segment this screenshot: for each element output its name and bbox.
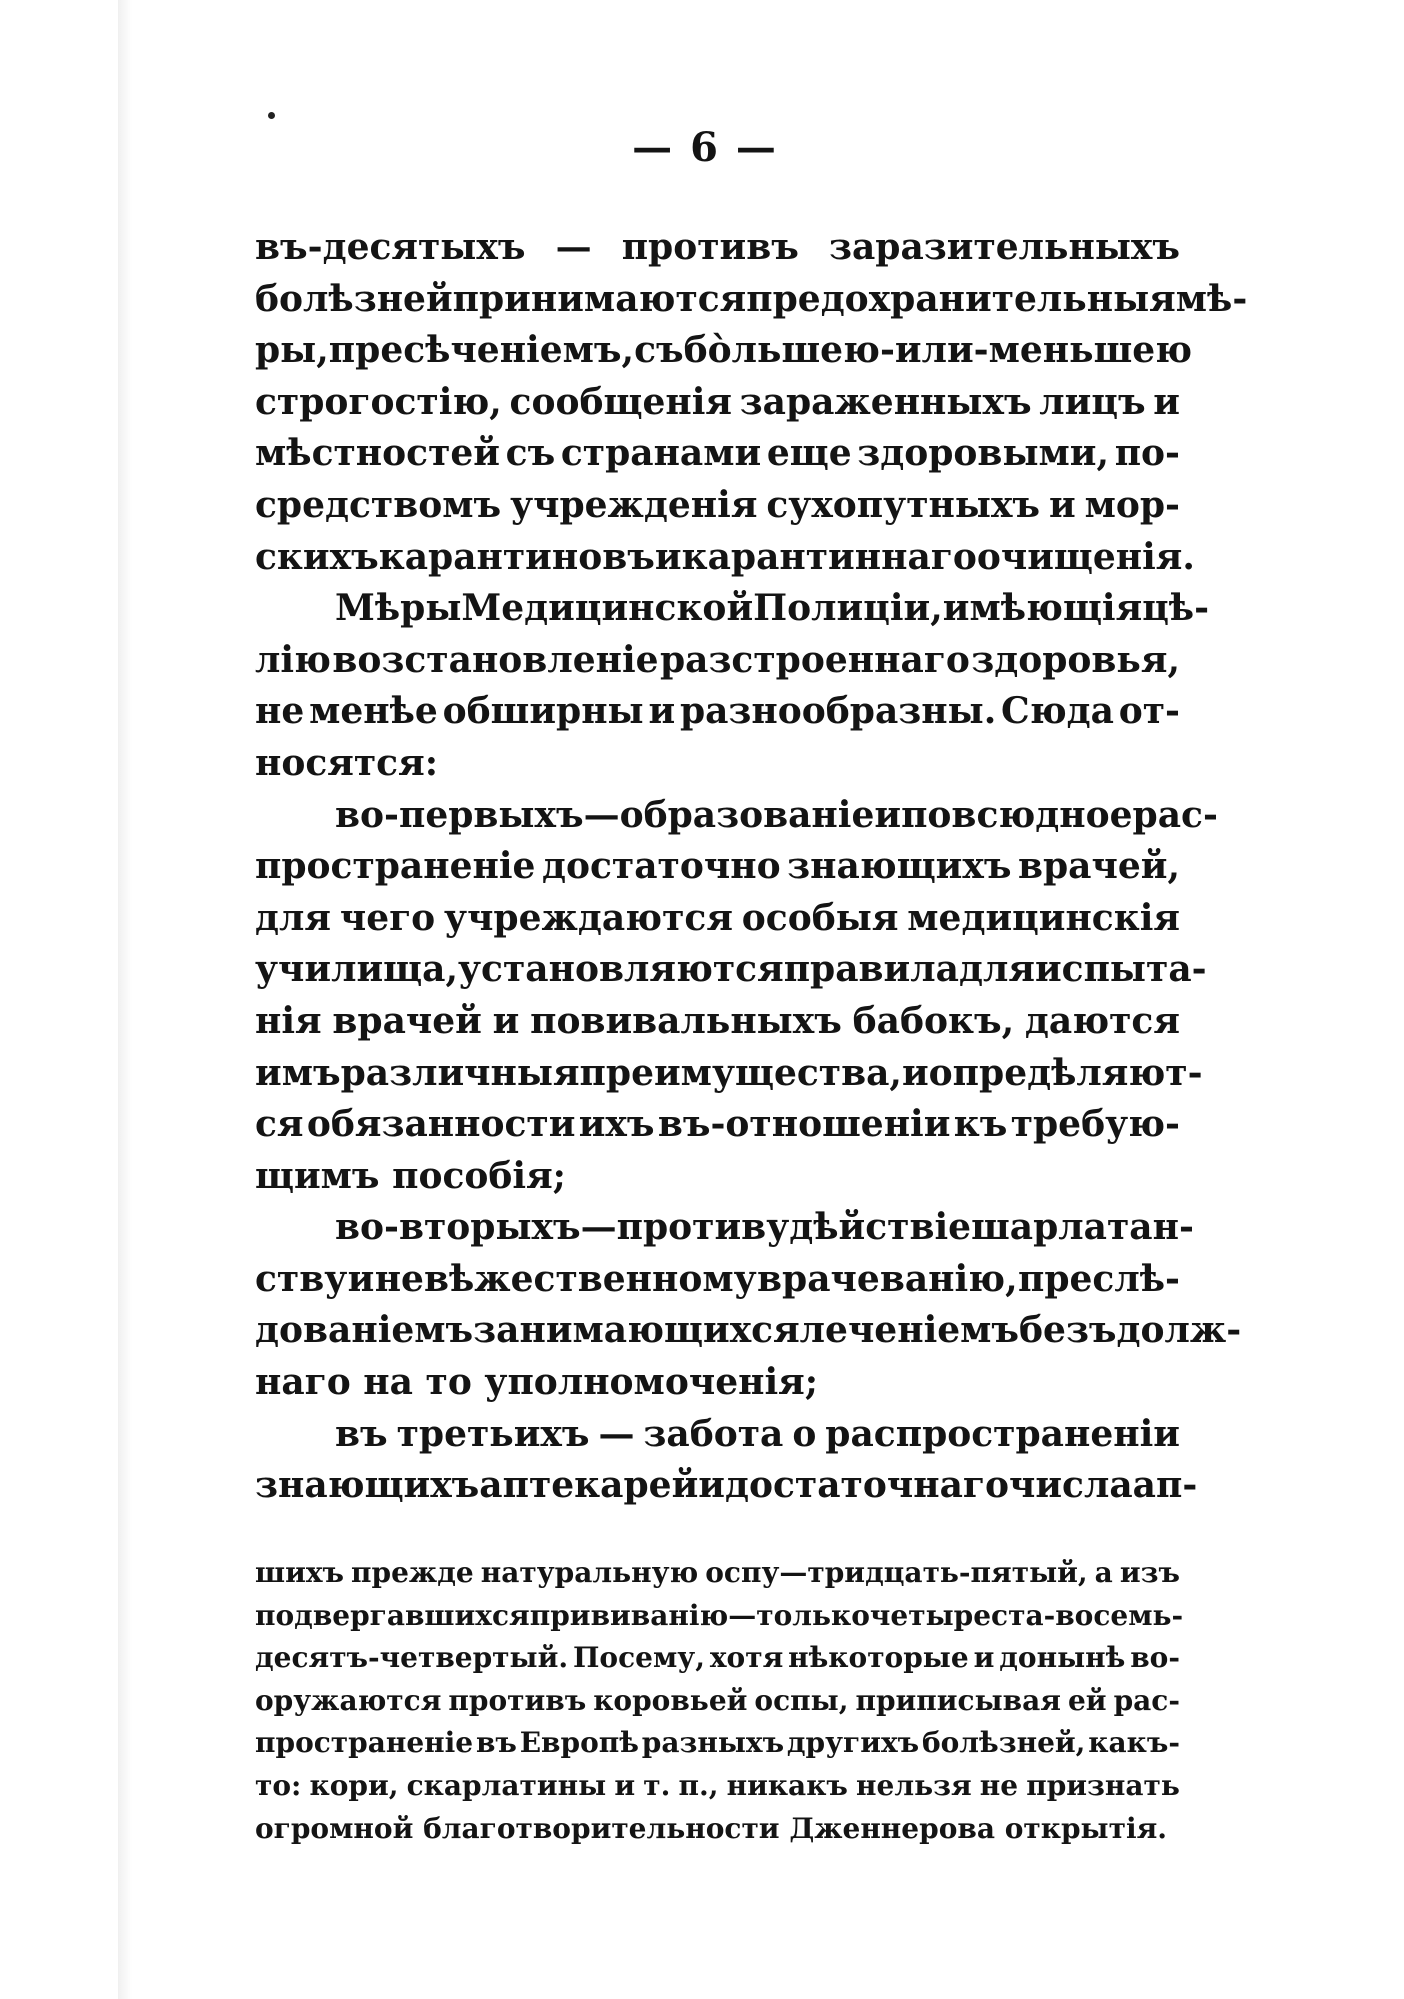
main-text-block (255, 222, 1248, 1512)
footnote-line: оружаются противъ коровьей оспы, приписывая ей рас- (255, 1683, 1180, 1717)
text-line: носятся: (255, 741, 438, 784)
footnote-line: шихъ прежде натуральную оспу—тридцать-пятый, а изъ (255, 1556, 1180, 1589)
footnote-line: подвергавшихся прививанію — только четыреста-восемь- (255, 1598, 1184, 1632)
text-line: не менѣе обширны и разнообразны. Сюда от- (255, 690, 1180, 733)
text-line: во-вторыхъ — противудѣйствіе шарлатан- (335, 1206, 1194, 1249)
footnote-line: то: кори, скарлатины и т. п., никакъ нельзя не признать (255, 1768, 1180, 1802)
text-line: наго на то уполномоченія; (255, 1361, 819, 1404)
text-line: строгостію, сообщенія зараженныхъ лицъ и (255, 380, 1180, 423)
text-line: ры, пресѣченіемъ, съ бòльшею-или-меньшею (255, 329, 1193, 372)
text-line: для чего учреждаются особыя медицинскія (255, 896, 1180, 939)
text-line: мѣстностей съ странами еще здоровыми, по- (255, 432, 1180, 475)
text-line: въ третьихъ — забота о распространеніи (335, 1412, 1180, 1455)
ink-speck (268, 112, 275, 119)
text-line: ству и невѣжественному врачеванію, преслѣ- (255, 1257, 1180, 1300)
text-line: въ-десятыхъ — противъ заразительныхъ (255, 226, 1180, 268)
text-line: ся обязанности ихъ въ-отношеніи къ требую- (255, 1103, 1180, 1146)
footnote-block (255, 1552, 1184, 1850)
footnote-line: огромной благотворительности Дженнерова открытія. (255, 1811, 1168, 1845)
text-line: пространеніе достаточно знающихъ врачей, (255, 845, 1180, 888)
text-line: имъ различныя преимущества, и опредѣляют- (255, 1051, 1203, 1094)
text-line: Мѣры Медицинской Полиціи, имѣющія цѣ- (335, 587, 1210, 630)
text-line: дованіемъ занимающихся леченіемъ безъ долж- (255, 1309, 1242, 1352)
footnote-line: пространеніе въ Европѣ разныхъ другихъ болѣзней, какъ- (255, 1726, 1180, 1760)
text-line: знающихъ аптекарей и достаточнаго числа ап- (255, 1464, 1198, 1507)
text-line: нія врачей и повивальныхъ бабокъ, даются (255, 999, 1180, 1042)
text-line: лію возстановленіе разстроеннаго здоровья, (255, 638, 1180, 681)
footnote-line: десятъ-четвертый. Посему, хотя нѣкоторые и донынѣ во- (255, 1641, 1180, 1675)
page-number: — 6 — (632, 124, 778, 171)
text-line: средствомъ учрежденія сухопутныхъ и мор- (255, 483, 1180, 526)
text-line: щимъ пособія; (255, 1154, 566, 1197)
text-line: во-первыхъ—образованіе и повсюдное рас- (335, 793, 1218, 836)
text-line: училища, установляются правила для испыта- (255, 948, 1207, 991)
page-gutter-shadow (118, 0, 132, 1999)
text-line: скихъ карантиновъ и карантиннаго очищенія. (255, 535, 1195, 578)
text-line: болѣзней принимаются предохранительныя мѣ- (255, 277, 1248, 320)
